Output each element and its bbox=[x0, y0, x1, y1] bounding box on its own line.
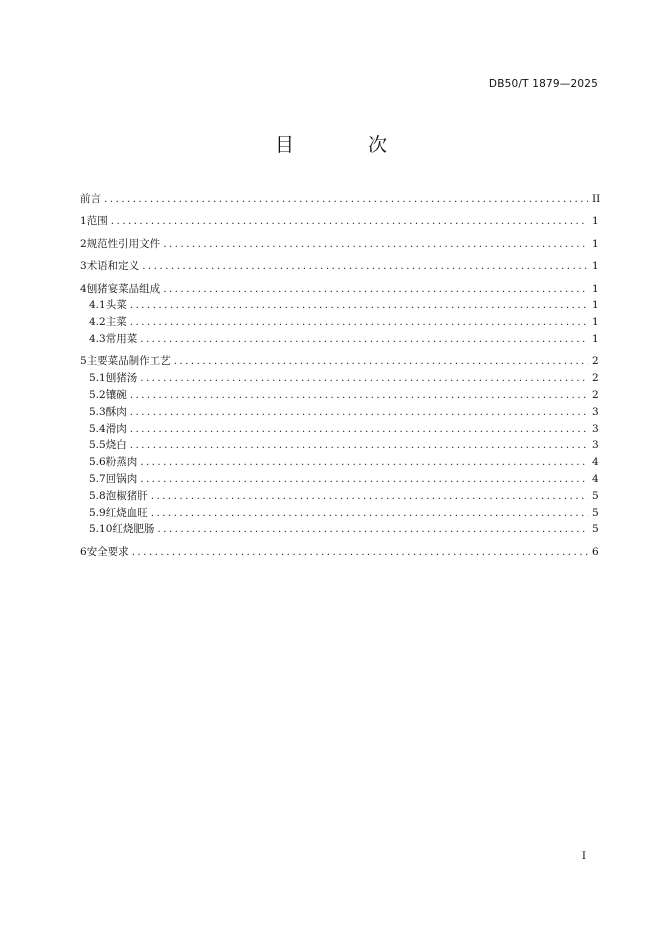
toc-entry-label: 镶碗 bbox=[105, 388, 127, 401]
toc-entry-3[interactable] bbox=[80, 258, 598, 275]
toc-leader-dots bbox=[130, 297, 588, 314]
toc-entry-number: 1 bbox=[80, 215, 87, 228]
toc-entry-5-5[interactable] bbox=[80, 437, 598, 454]
toc-entry-number: 5.5 bbox=[89, 439, 106, 452]
toc-entry-6[interactable] bbox=[80, 544, 598, 561]
toc-leader-dots bbox=[163, 236, 588, 253]
toc-entry-number: 4 bbox=[80, 282, 87, 295]
toc-leader-dots bbox=[140, 471, 588, 488]
toc-leader-dots bbox=[132, 544, 588, 561]
toc-entry-number: 5.10 bbox=[89, 523, 113, 536]
toc-entry-5-8[interactable] bbox=[80, 488, 598, 505]
toc-entry-label: 常用菜 bbox=[105, 332, 138, 345]
toc-entry-5-1[interactable] bbox=[80, 370, 598, 387]
toc-entry-5[interactable] bbox=[80, 353, 598, 370]
toc-leader-dots bbox=[130, 421, 588, 438]
toc-entry-label: 红烧血旺 bbox=[105, 506, 148, 519]
toc-entry-page: 2 bbox=[592, 388, 599, 401]
toc-entry-label: 粉蒸肉 bbox=[105, 456, 138, 469]
toc-leader-dots bbox=[151, 505, 588, 522]
toc-leader-dots bbox=[157, 521, 588, 538]
toc-entry-number: 5.2 bbox=[89, 388, 106, 401]
toc-entry-number: 4.1 bbox=[89, 299, 106, 312]
toc-entry-number: 5.6 bbox=[89, 456, 106, 469]
toc-entry-number: 5.4 bbox=[89, 422, 106, 435]
toc-entry-number: 5.1 bbox=[89, 372, 106, 385]
toc-entry-page: 5 bbox=[592, 489, 599, 502]
toc-entry-4-1[interactable] bbox=[80, 297, 598, 314]
toc-entry-label: 范围 bbox=[86, 215, 108, 228]
toc-entry-page: 1 bbox=[592, 237, 599, 250]
toc-entry-label: 烧白 bbox=[105, 439, 127, 452]
toc-leader-dots bbox=[163, 281, 588, 298]
toc-entry-number: 5.7 bbox=[89, 472, 106, 485]
toc-leader-dots bbox=[104, 191, 588, 208]
toc-entry-page: 5 bbox=[592, 506, 599, 519]
toc-entry-number: 2 bbox=[80, 237, 87, 250]
toc-entry-page: 1 bbox=[592, 316, 599, 329]
toc-entry-foreword[interactable] bbox=[80, 191, 601, 208]
toc-leader-dots bbox=[140, 454, 588, 471]
toc-entry-label: 规范性引用文件 bbox=[86, 237, 161, 250]
toc-entry-2[interactable] bbox=[80, 236, 598, 253]
toc-entry-4-3[interactable] bbox=[80, 331, 598, 348]
toc-leader-dots bbox=[151, 488, 588, 505]
toc-leader-dots bbox=[130, 404, 588, 421]
toc-entry-number: 5.8 bbox=[89, 489, 106, 502]
toc-entry-page: II bbox=[592, 193, 601, 205]
toc-leader-dots bbox=[140, 331, 588, 348]
toc-entry-5-10[interactable] bbox=[80, 521, 598, 538]
toc-entry-page: 4 bbox=[592, 456, 599, 469]
toc-entry-page: 1 bbox=[592, 215, 599, 228]
toc-entry-page: 1 bbox=[592, 299, 599, 312]
toc-entry-page: 1 bbox=[592, 282, 599, 295]
toc-leader-dots bbox=[140, 370, 588, 387]
toc-entry-label: 回锅肉 bbox=[105, 472, 138, 485]
toc-entry-number: 5.3 bbox=[89, 405, 106, 418]
toc-entry-page: 5 bbox=[592, 523, 599, 536]
toc-entry-label: 前言 bbox=[80, 193, 101, 205]
toc-entry-5-4[interactable] bbox=[80, 421, 598, 438]
toc-entry-label: 泡椒猪肝 bbox=[105, 489, 148, 502]
toc-entry-page: 3 bbox=[592, 422, 599, 435]
toc-entry-page: 1 bbox=[592, 332, 599, 345]
toc-leader-dots bbox=[142, 258, 588, 275]
table-of-contents bbox=[80, 191, 601, 561]
toc-entry-number: 6 bbox=[80, 545, 87, 558]
toc-entry-label: 酥肉 bbox=[105, 405, 127, 418]
toc-entry-5-2[interactable] bbox=[80, 387, 598, 404]
toc-entry-label: 红烧肥肠 bbox=[112, 523, 155, 536]
toc-entry-5-6[interactable] bbox=[80, 454, 598, 471]
toc-entry-4-2[interactable] bbox=[80, 314, 598, 331]
toc-entry-label: 安全要求 bbox=[86, 545, 129, 558]
toc-entry-5-7[interactable] bbox=[80, 471, 598, 488]
toc-leader-dots bbox=[130, 437, 588, 454]
toc-entry-4[interactable] bbox=[80, 281, 598, 298]
toc-entry-label: 术语和定义 bbox=[86, 260, 140, 273]
page-number: I bbox=[581, 850, 586, 862]
toc-entry-5-9[interactable] bbox=[80, 505, 598, 522]
toc-entry-number: 3 bbox=[80, 260, 87, 273]
toc-entry-page: 2 bbox=[592, 372, 599, 385]
toc-leader-dots bbox=[174, 353, 588, 370]
page-title: 目 次 bbox=[274, 134, 422, 156]
toc-entry-number: 5.9 bbox=[89, 506, 106, 519]
toc-entry-page: 6 bbox=[592, 545, 599, 558]
toc-entry-number: 5 bbox=[80, 355, 87, 368]
toc-leader-dots bbox=[130, 314, 588, 331]
toc-entry-label: 头菜 bbox=[105, 299, 127, 312]
toc-entry-page: 3 bbox=[592, 405, 599, 418]
toc-leader-dots bbox=[130, 387, 588, 404]
toc-entry-1[interactable] bbox=[80, 213, 598, 230]
toc-leader-dots bbox=[111, 213, 588, 230]
document-code: DB50/T 1879—2025 bbox=[488, 78, 598, 90]
toc-entry-number: 4.3 bbox=[89, 332, 106, 345]
toc-entry-page: 4 bbox=[592, 472, 599, 485]
toc-entry-label: 主菜 bbox=[105, 316, 127, 329]
toc-entry-5-3[interactable] bbox=[80, 404, 598, 421]
toc-entry-page: 3 bbox=[592, 439, 599, 452]
toc-entry-label: 主要菜品制作工艺 bbox=[86, 355, 171, 368]
toc-entry-label: 刨猪宴菜品组成 bbox=[86, 282, 161, 295]
toc-entry-number: 4.2 bbox=[89, 316, 106, 329]
toc-entry-label: 刨猪汤 bbox=[105, 372, 138, 385]
toc-entry-page: 2 bbox=[592, 355, 599, 368]
toc-entry-label: 滑肉 bbox=[105, 422, 127, 435]
toc-entry-page: 1 bbox=[592, 260, 599, 273]
